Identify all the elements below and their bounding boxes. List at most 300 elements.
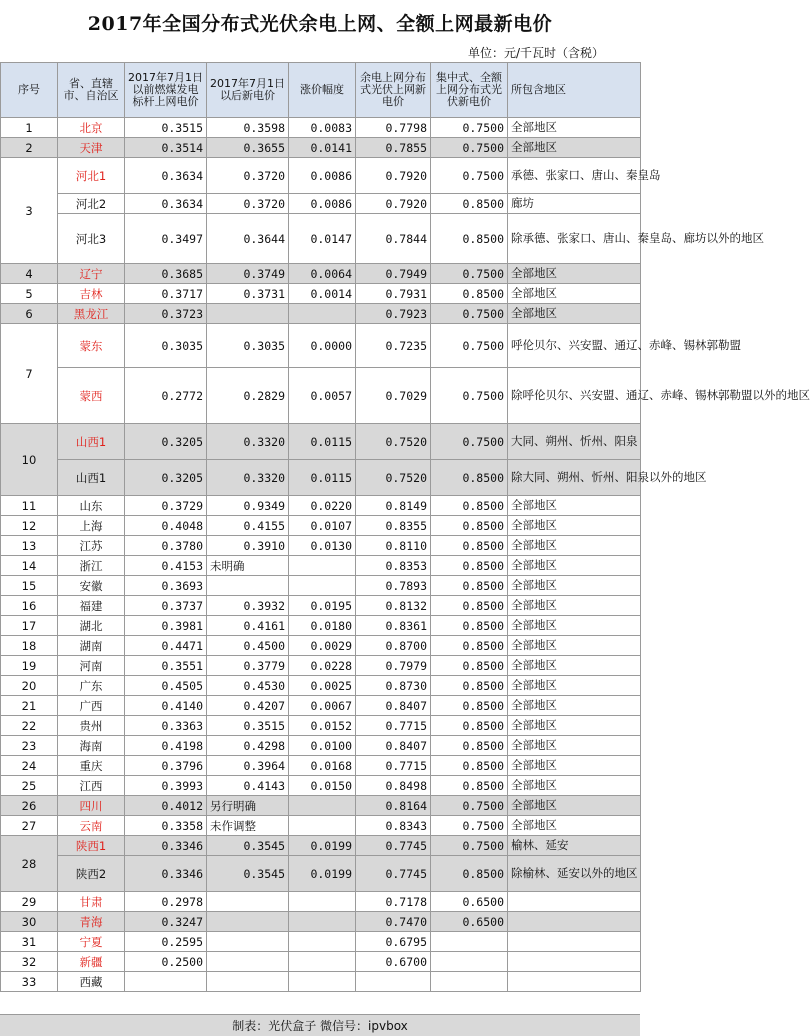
inc-price-cell: 0.0086 [289,158,356,194]
area-cell: 全部地区 [508,496,641,516]
inc-price-cell: 0.0220 [289,496,356,516]
inc-price-cell: 0.0199 [289,856,356,892]
new-price-cell: 0.3320 [207,460,289,496]
row-number: 3 [1,158,58,264]
surplus-price-cell: 0.8343 [356,816,431,836]
inc-price-cell: 0.0025 [289,676,356,696]
surplus-price-cell: 0.7520 [356,424,431,460]
header-cell: 2017年7月1日以前燃煤发电标杆上网电价 [125,63,207,118]
old-price-cell: 0.3247 [125,912,207,932]
full-price-cell: 0.8500 [431,284,508,304]
surplus-price-cell: 0.6700 [356,952,431,972]
table-row [1,636,641,656]
table-row [1,576,641,596]
table-row [1,214,641,264]
surplus-price-cell: 0.7979 [356,656,431,676]
new-price-cell: 0.3545 [207,856,289,892]
table-row [1,516,641,536]
area-cell [508,972,641,992]
region-cell: 云南 [58,816,125,836]
region-cell: 山东 [58,496,125,516]
row-number: 15 [1,576,58,596]
inc-price-cell: 0.0130 [289,536,356,556]
region-cell: 陕西1 [58,836,125,856]
table-row [1,368,641,424]
inc-price-cell: 0.0057 [289,368,356,424]
page-title: 2017年全国分布式光伏余电上网、全额上网最新电价 [87,12,553,35]
row-number: 25 [1,776,58,796]
surplus-price-cell: 0.7923 [356,304,431,324]
region-cell: 宁夏 [58,932,125,952]
row-number: 31 [1,932,58,952]
full-price-cell: 0.7500 [431,138,508,158]
row-number: 27 [1,816,58,836]
region-cell: 新疆 [58,952,125,972]
new-price-cell [207,912,289,932]
region-cell: 四川 [58,796,125,816]
old-price-cell: 0.3514 [125,138,207,158]
inc-price-cell [289,556,356,576]
row-number: 14 [1,556,58,576]
region-cell: 江西 [58,776,125,796]
region-cell: 天津 [58,138,125,158]
inc-price-cell: 0.0029 [289,636,356,656]
area-cell: 全部地区 [508,138,641,158]
new-price-cell: 0.3964 [207,756,289,776]
surplus-price-cell: 0.8700 [356,636,431,656]
full-price-cell: 0.8500 [431,676,508,696]
row-number: 6 [1,304,58,324]
full-price-cell: 0.6500 [431,912,508,932]
full-price-cell [431,972,508,992]
old-price-cell: 0.3346 [125,856,207,892]
full-price-cell: 0.8500 [431,596,508,616]
inc-price-cell [289,796,356,816]
old-price-cell: 0.3035 [125,324,207,368]
area-cell: 全部地区 [508,696,641,716]
inc-price-cell: 0.0180 [289,616,356,636]
table-row [1,284,641,304]
area-cell: 全部地区 [508,676,641,696]
area-cell: 全部地区 [508,516,641,536]
region-cell: 河南 [58,656,125,676]
inc-price-cell: 0.0083 [289,118,356,138]
table-row [1,776,641,796]
full-price-cell: 0.8500 [431,496,508,516]
area-cell: 承德、张家口、唐山、秦皇岛 [508,158,641,194]
area-cell: 全部地区 [508,796,641,816]
table-row [1,736,641,756]
new-price-cell: 0.3910 [207,536,289,556]
area-cell: 榆林、延安 [508,836,641,856]
area-cell: 全部地区 [508,716,641,736]
area-cell: 大同、朔州、忻州、阳泉 [508,424,641,460]
row-number: 13 [1,536,58,556]
table-row [1,756,641,776]
table-row [1,194,641,214]
region-cell: 黑龙江 [58,304,125,324]
new-price-cell: 0.3731 [207,284,289,304]
inc-price-cell: 0.0150 [289,776,356,796]
surplus-price-cell: 0.7855 [356,138,431,158]
row-number: 21 [1,696,58,716]
surplus-price-cell [356,972,431,992]
full-price-cell: 0.6500 [431,892,508,912]
table-row [1,304,641,324]
inc-price-cell: 0.0014 [289,284,356,304]
row-number: 22 [1,716,58,736]
area-cell: 全部地区 [508,304,641,324]
old-price-cell: 0.3723 [125,304,207,324]
area-cell [508,952,641,972]
surplus-price-cell: 0.7745 [356,856,431,892]
old-price-cell: 0.3693 [125,576,207,596]
surplus-price-cell: 0.7949 [356,264,431,284]
area-cell [508,892,641,912]
old-price-cell: 0.3205 [125,460,207,496]
row-number: 17 [1,616,58,636]
old-price-cell [125,972,207,992]
old-price-cell: 0.4048 [125,516,207,536]
new-price-cell: 0.3035 [207,324,289,368]
old-price-cell: 0.4471 [125,636,207,656]
surplus-price-cell: 0.7715 [356,716,431,736]
region-cell: 上海 [58,516,125,536]
surplus-price-cell: 0.7715 [356,756,431,776]
surplus-price-cell: 0.8353 [356,556,431,576]
old-price-cell: 0.3796 [125,756,207,776]
old-price-cell: 0.4012 [125,796,207,816]
region-cell: 海南 [58,736,125,756]
table-row [1,912,641,932]
surplus-price-cell: 0.8355 [356,516,431,536]
inc-price-cell [289,576,356,596]
region-cell: 江苏 [58,536,125,556]
table-row [1,424,641,460]
table-row [1,716,641,736]
full-price-cell: 0.7500 [431,304,508,324]
table-row [1,324,641,368]
area-cell: 全部地区 [508,556,641,576]
old-price-cell: 0.3515 [125,118,207,138]
area-cell: 全部地区 [508,816,641,836]
inc-price-cell [289,972,356,992]
new-price-cell: 0.3320 [207,424,289,460]
inc-price-cell: 0.0067 [289,696,356,716]
surplus-price-cell: 0.8407 [356,696,431,716]
row-number: 32 [1,952,58,972]
surplus-price-cell: 0.8407 [356,736,431,756]
old-price-cell: 0.4198 [125,736,207,756]
table-row [1,460,641,496]
table-row [1,556,641,576]
old-price-cell: 0.3993 [125,776,207,796]
inc-price-cell [289,892,356,912]
region-cell: 贵州 [58,716,125,736]
new-price-cell: 0.3644 [207,214,289,264]
area-cell: 全部地区 [508,596,641,616]
full-price-cell: 0.7500 [431,836,508,856]
area-cell [508,912,641,932]
region-cell: 蒙东 [58,324,125,368]
inc-price-cell: 0.0152 [289,716,356,736]
table-row [1,536,641,556]
price-table [0,62,810,992]
surplus-price-cell: 0.8730 [356,676,431,696]
row-number: 26 [1,796,58,816]
new-price-cell: 0.4161 [207,616,289,636]
inc-price-cell [289,304,356,324]
new-price-cell: 0.3720 [207,158,289,194]
row-number: 1 [1,118,58,138]
area-cell: 全部地区 [508,756,641,776]
area-cell: 全部地区 [508,656,641,676]
table-row [1,158,641,194]
new-price-cell: 0.3655 [207,138,289,158]
old-price-cell: 0.2595 [125,932,207,952]
old-price-cell: 0.3729 [125,496,207,516]
inc-price-cell: 0.0064 [289,264,356,284]
table-body [1,118,810,992]
area-cell: 全部地区 [508,576,641,596]
new-price-cell: 另行明确 [207,796,289,816]
full-price-cell: 0.7500 [431,264,508,284]
full-price-cell: 0.8500 [431,636,508,656]
row-number: 19 [1,656,58,676]
new-price-cell: 0.4530 [207,676,289,696]
old-price-cell: 0.2772 [125,368,207,424]
surplus-price-cell: 0.7920 [356,158,431,194]
inc-price-cell: 0.0228 [289,656,356,676]
full-price-cell: 0.7500 [431,368,508,424]
row-number: 11 [1,496,58,516]
surplus-price-cell: 0.7893 [356,576,431,596]
full-price-cell: 0.7500 [431,424,508,460]
region-cell: 陕西2 [58,856,125,892]
old-price-cell: 0.3346 [125,836,207,856]
header-cell: 序号 [1,63,58,118]
full-price-cell: 0.7500 [431,118,508,138]
row-number: 30 [1,912,58,932]
old-price-cell: 0.2978 [125,892,207,912]
area-cell: 全部地区 [508,264,641,284]
old-price-cell: 0.4140 [125,696,207,716]
area-cell: 全部地区 [508,536,641,556]
surplus-price-cell: 0.8498 [356,776,431,796]
region-cell: 山西1 [58,460,125,496]
region-cell: 安徽 [58,576,125,596]
row-number: 20 [1,676,58,696]
table-row [1,118,641,138]
surplus-price-cell: 0.7745 [356,836,431,856]
area-cell: 全部地区 [508,284,641,304]
new-price-cell: 0.3932 [207,596,289,616]
new-price-cell: 0.3749 [207,264,289,284]
price-sheet [0,62,810,1014]
inc-price-cell: 0.0168 [289,756,356,776]
old-price-cell: 0.3685 [125,264,207,284]
table-row [1,856,641,892]
area-cell: 全部地区 [508,636,641,656]
surplus-price-cell: 0.7470 [356,912,431,932]
new-price-cell: 0.4155 [207,516,289,536]
row-number: 18 [1,636,58,656]
surplus-price-cell: 0.7235 [356,324,431,368]
inc-price-cell [289,816,356,836]
surplus-price-cell: 0.8132 [356,596,431,616]
table-row [1,972,641,992]
inc-price-cell: 0.0115 [289,460,356,496]
full-price-cell: 0.7500 [431,324,508,368]
inc-price-cell: 0.0199 [289,836,356,856]
header-cell: 省、直辖市、自治区 [58,63,125,118]
region-cell: 河北1 [58,158,125,194]
old-price-cell: 0.3981 [125,616,207,636]
region-cell: 湖南 [58,636,125,656]
new-price-cell: 0.4500 [207,636,289,656]
region-cell: 西藏 [58,972,125,992]
full-price-cell [431,952,508,972]
inc-price-cell: 0.0115 [289,424,356,460]
inc-price-cell: 0.0107 [289,516,356,536]
inc-price-cell: 0.0000 [289,324,356,368]
area-cell [508,932,641,952]
new-price-cell: 0.9349 [207,496,289,516]
row-number: 16 [1,596,58,616]
full-price-cell: 0.8500 [431,616,508,636]
region-cell: 湖北 [58,616,125,636]
new-price-cell [207,892,289,912]
row-number: 10 [1,424,58,496]
new-price-cell: 0.3720 [207,194,289,214]
area-cell: 呼伦贝尔、兴安盟、通辽、赤峰、锡林郭勒盟 [508,324,641,368]
inc-price-cell: 0.0100 [289,736,356,756]
unit-note: 单位：元/千瓦时（含税） [467,46,604,60]
surplus-price-cell: 0.7029 [356,368,431,424]
row-number: 7 [1,324,58,424]
area-cell: 全部地区 [508,616,641,636]
area-cell: 除承德、张家口、唐山、秦皇岛、廊坊以外的地区 [508,214,641,264]
area-cell: 除榆林、延安以外的地区 [508,856,641,892]
old-price-cell: 0.2500 [125,952,207,972]
new-price-cell [207,952,289,972]
full-price-cell: 0.8500 [431,736,508,756]
row-number: 28 [1,836,58,892]
surplus-price-cell: 0.7931 [356,284,431,304]
area-cell: 全部地区 [508,118,641,138]
row-number: 33 [1,972,58,992]
table-row [1,836,641,856]
new-price-cell: 未作调整 [207,816,289,836]
surplus-price-cell: 0.8361 [356,616,431,636]
full-price-cell: 0.8500 [431,776,508,796]
table-row [1,696,641,716]
old-price-cell: 0.3634 [125,158,207,194]
full-price-cell: 0.7500 [431,158,508,194]
table-row [1,892,641,912]
region-cell: 甘肃 [58,892,125,912]
area-cell: 全部地区 [508,776,641,796]
old-price-cell: 0.3497 [125,214,207,264]
new-price-cell [207,304,289,324]
table-row [1,596,641,616]
old-price-cell: 0.3780 [125,536,207,556]
region-cell: 浙江 [58,556,125,576]
old-price-cell: 0.4505 [125,676,207,696]
region-cell: 辽宁 [58,264,125,284]
region-cell: 河北3 [58,214,125,264]
table-row [1,656,641,676]
row-number: 29 [1,892,58,912]
table-row [1,952,641,972]
region-cell: 重庆 [58,756,125,776]
table-row [1,676,641,696]
full-price-cell: 0.8500 [431,716,508,736]
full-price-cell: 0.8500 [431,460,508,496]
region-cell: 青海 [58,912,125,932]
inc-price-cell: 0.0086 [289,194,356,214]
row-number: 4 [1,264,58,284]
full-price-cell: 0.8500 [431,516,508,536]
area-cell: 廊坊 [508,194,641,214]
row-number: 12 [1,516,58,536]
old-price-cell: 0.3737 [125,596,207,616]
full-price-cell: 0.8500 [431,194,508,214]
old-price-cell: 0.3358 [125,816,207,836]
region-cell: 北京 [58,118,125,138]
old-price-cell: 0.3717 [125,284,207,304]
row-number: 2 [1,138,58,158]
region-cell: 蒙西 [58,368,125,424]
region-cell: 广东 [58,676,125,696]
old-price-cell: 0.4153 [125,556,207,576]
inc-price-cell [289,912,356,932]
surplus-price-cell: 0.7798 [356,118,431,138]
inc-price-cell: 0.0147 [289,214,356,264]
header-cell: 所包含地区 [508,63,641,118]
region-cell: 福建 [58,596,125,616]
old-price-cell: 0.3205 [125,424,207,460]
full-price-cell: 0.8500 [431,556,508,576]
surplus-price-cell: 0.8149 [356,496,431,516]
new-price-cell: 0.4298 [207,736,289,756]
area-cell: 除呼伦贝尔、兴安盟、通辽、赤峰、锡林郭勒盟以外的地区 [508,368,641,424]
full-price-cell: 0.8500 [431,214,508,264]
region-cell: 山西1 [58,424,125,460]
table-row [1,616,641,636]
new-price-cell [207,972,289,992]
header-row [1,63,641,118]
full-price-cell: 0.8500 [431,576,508,596]
full-price-cell: 0.8500 [431,756,508,776]
region-cell: 广西 [58,696,125,716]
surplus-price-cell: 0.6795 [356,932,431,952]
full-price-cell: 0.8500 [431,536,508,556]
new-price-cell: 0.4143 [207,776,289,796]
header-cell: 涨价幅度 [289,63,356,118]
full-price-cell: 0.7500 [431,796,508,816]
table-row [1,138,641,158]
row-number: 24 [1,756,58,776]
surplus-price-cell: 0.8110 [356,536,431,556]
new-price-cell: 未明确 [207,556,289,576]
inc-price-cell: 0.0141 [289,138,356,158]
table-row [1,816,641,836]
footer-credit: 制表：光伏盒子 微信号：ipvbox [0,1014,640,1036]
surplus-price-cell: 0.7920 [356,194,431,214]
inc-price-cell [289,932,356,952]
row-number: 23 [1,736,58,756]
